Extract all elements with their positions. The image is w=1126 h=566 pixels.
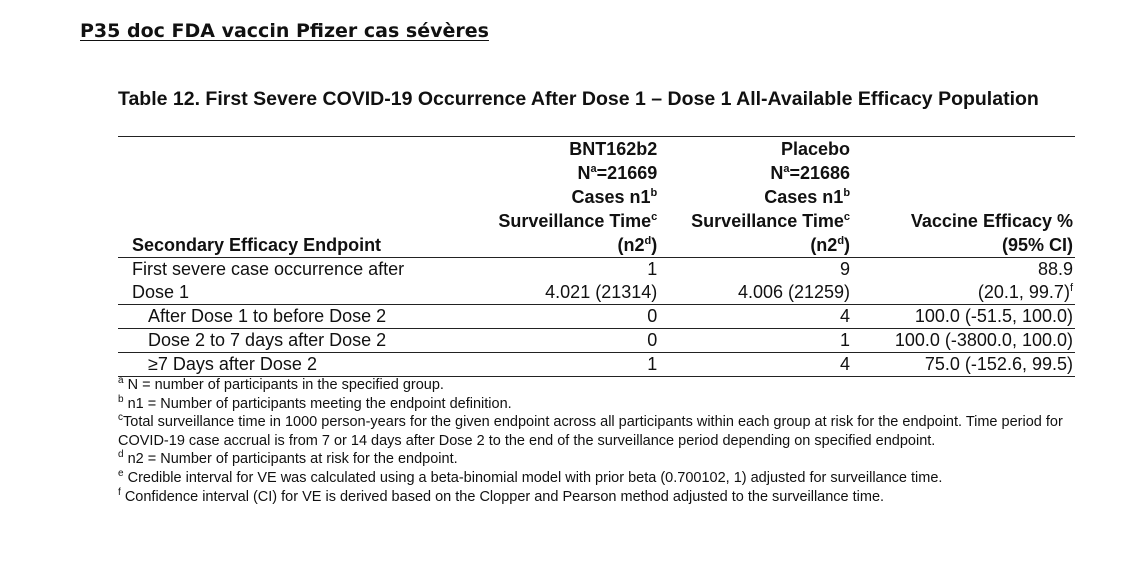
row-ve: 100.0 (-51.5, 100.0) bbox=[914, 306, 1073, 326]
footnote-d: $^d$ n2 = Number of participants at risk for the endpoint. bbox=[118, 449, 458, 468]
footnotes bbox=[118, 376, 1088, 506]
header-placebo bbox=[659, 137, 852, 258]
header-bnt-cases: Cases n1$^b$ bbox=[571, 187, 658, 207]
header-bnt-n: $N^a=21669$ bbox=[577, 163, 658, 183]
table-row bbox=[118, 329, 1075, 353]
header-bnt-name: BNT162b2 bbox=[569, 139, 658, 159]
page-heading: P35 doc FDA vaccin Pfizer cas sévères bbox=[80, 20, 489, 42]
header-ve-line1: Vaccine Efficacy % bbox=[910, 211, 1073, 231]
row-placebo-cases: 1 bbox=[840, 330, 851, 350]
header-placebo-n: $N^a=21686$ bbox=[770, 163, 851, 183]
table-row bbox=[118, 258, 1075, 282]
header-bnt-surv: Surveillance Time$^c$ bbox=[498, 211, 658, 231]
footnote-f: $^f$ Confidence interval (CI) for VE is derived based on the Clopper and Pearson method adjusted to the surveillance time. bbox=[118, 486, 885, 505]
row-bnt-cases: 1 bbox=[647, 259, 658, 279]
row-bnt-cases: 0 bbox=[647, 306, 658, 326]
header-endpoint: Secondary Efficacy Endpoint bbox=[132, 235, 382, 255]
row-bnt-cases: 0 bbox=[647, 330, 658, 350]
footnote-b: $^b$ n1 = Number of participants meeting the endpoint definition. bbox=[118, 393, 512, 412]
row-ve: 75.0 (-152.6, 99.5) bbox=[924, 354, 1073, 374]
footnote-e: $^e$ Credible interval for VE was calculated using a beta-binomial model with prior beta (0.700102, 1) adjusted for surveillance time. bbox=[118, 468, 943, 486]
footnote-a: $^a$ N = number of participants in the specified group. bbox=[118, 375, 444, 393]
header-bnt162b2 bbox=[474, 137, 659, 258]
row-endpoint: First severe case occurrence after bbox=[132, 259, 405, 279]
header-bnt-n2: (n2$^d$) bbox=[617, 235, 658, 255]
row-bnt-cases: 1 bbox=[647, 354, 658, 374]
header-placebo-name: Placebo bbox=[781, 139, 851, 159]
row-placebo-cases: 9 bbox=[840, 259, 851, 279]
table-header-row bbox=[118, 137, 1075, 258]
row-ve: 100.0 (-3800.0, 100.0) bbox=[894, 330, 1073, 350]
header-vaccine-efficacy bbox=[852, 137, 1075, 258]
row-endpoint: After Dose 1 to before Dose 2 bbox=[148, 306, 387, 326]
table-row bbox=[118, 281, 1075, 305]
header-placebo-n2: (n2$^d$) bbox=[810, 235, 851, 255]
header-placebo-surv: Surveillance Time$^c$ bbox=[691, 211, 851, 231]
efficacy-table bbox=[118, 136, 1075, 377]
row-endpoint: ≥7 Days after Dose 2 bbox=[148, 354, 317, 374]
row-ci: (20.1, 99.7)$^f$ bbox=[977, 282, 1073, 302]
footnote-c: $^c$Total surveillance time in 1000 person-years for the given endpoint across all participants within each group at risk for the endpoint. Time period for COVID-19 case accrual is from 7 or 14 days after Dose 2 to the end of the surveillance period depending on specified endpoint. bbox=[118, 412, 1063, 449]
row-placebo-cases: 4 bbox=[840, 306, 851, 326]
row-placebo-surv: 4.006 (21259) bbox=[737, 282, 851, 302]
table-title: Table 12. First Severe COVID-19 Occurrence After Dose 1 – Dose 1 All-Available Efficacy Population bbox=[118, 88, 1039, 110]
row-ve: 88.9 bbox=[1037, 259, 1073, 279]
row-endpoint: Dose 2 to 7 days after Dose 2 bbox=[148, 330, 387, 350]
table-row bbox=[118, 353, 1075, 377]
table-row bbox=[118, 305, 1075, 329]
row-placebo-cases: 4 bbox=[840, 354, 851, 374]
row-endpoint-cont: Dose 1 bbox=[132, 282, 190, 302]
header-ve-line2: (95% CI) bbox=[1001, 235, 1073, 255]
header-placebo-cases: Cases n1$^b$ bbox=[764, 187, 851, 207]
row-bnt-surv: 4.021 (21314) bbox=[545, 282, 658, 302]
